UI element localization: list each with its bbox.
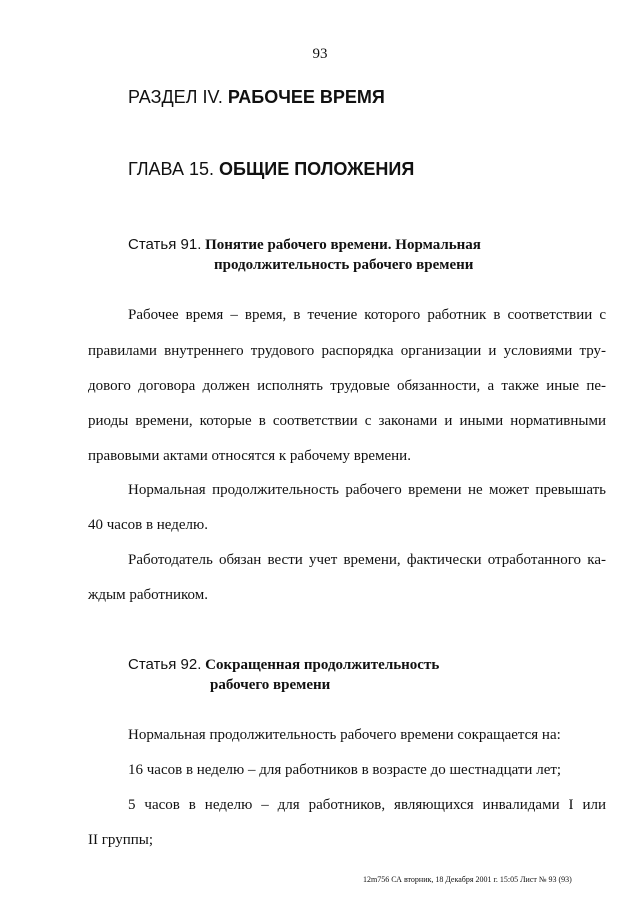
article-91-line-1: Рабочее время – время, в течение которого работник в соответствии с [128,307,606,323]
article-91-line-8: Работодатель обязан вести учет времени, фактически отработанного ка- [128,552,606,568]
article-91-line-5: правовыми актами относятся к рабочему времени. [88,448,411,464]
section-prefix: РАЗДЕЛ IV. [128,87,223,107]
article-91-line-7: 40 часов в неделю. [88,517,208,533]
article-92-title-line2: рабочего времени [210,677,331,693]
article-92-line-2: 16 часов в неделю – для работников в возрасте до шестнадцати лет; [128,762,562,778]
article-92-line-4: II группы; [88,832,153,848]
article-91-title-line2: продолжительность рабочего времени [214,257,474,273]
section-heading [128,87,385,108]
article-91-line-2: правилами внутреннего трудового распорядка организации и условиями тру- [88,343,606,359]
chapter-title: ОБЩИЕ ПОЛОЖЕНИЯ [219,159,415,179]
article-92-label: Статья 92. [128,656,202,673]
chapter-prefix: ГЛАВА 15. [128,159,214,179]
article-91-line-6: Нормальная продолжительность рабочего времени не может превышать [128,482,606,498]
article-92-line-3: 5 часов в неделю – для работников, являющихся инвалидами I или [128,797,606,813]
page-number: 93 [312,46,328,62]
article-91-heading [128,235,481,275]
article-92-line-1: Нормальная продолжительность рабочего времени сокращается на: [128,727,561,743]
article-91-line-9: ждым работником. [88,587,208,603]
chapter-heading [128,159,414,180]
article-92-heading [128,655,439,695]
article-91-line-4: риоды времени, которые в соответствии с законами и иными нормативными [88,413,606,429]
article-92-title-line1: Сокращенная продолжительность [205,657,440,673]
section-title: РАБОЧЕЕ ВРЕМЯ [227,87,385,107]
article-91-title-line1: Понятие рабочего времени. Нормальная [205,237,481,253]
article-91-line-3: дового договора должен исполнять трудовые обязанности, а также иные пе- [88,378,606,394]
page-footer: 12m756 СА вторник, 18 Декабря 2001 г. 15:05 Лист № 93 (93) [363,875,572,884]
article-91-label: Статья 91. [128,236,202,253]
